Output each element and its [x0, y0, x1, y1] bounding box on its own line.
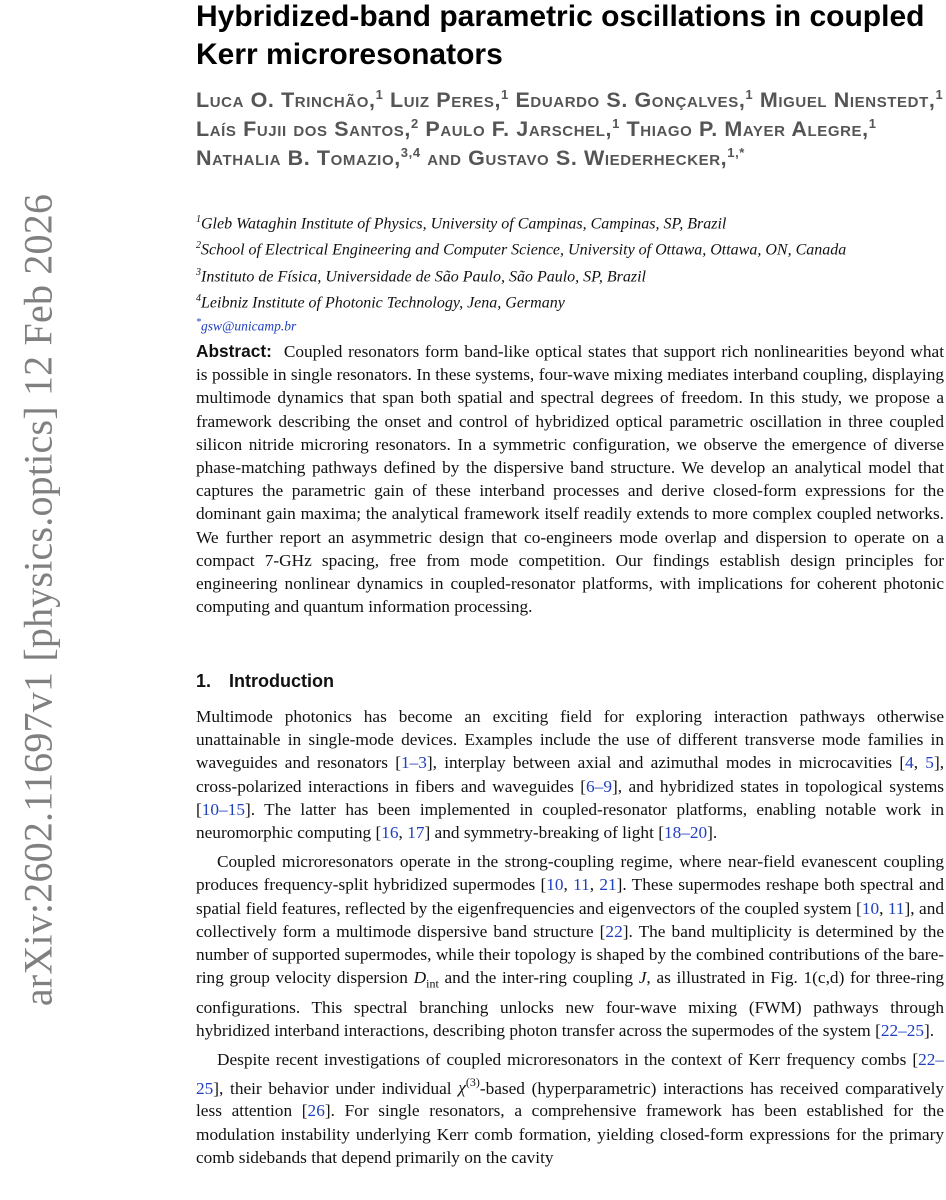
math-chi3: $\chi^{(3)}$: [458, 1075, 480, 1098]
citation-link[interactable]: 11: [887, 898, 905, 918]
arxiv-sidebar: [0, 0, 72, 1200]
corresponding-email[interactable]: *gsw@unicamp.br: [196, 317, 297, 334]
citation-link[interactable]: 10: [861, 898, 880, 918]
citation-link[interactable]: 21: [599, 875, 617, 895]
citation-link[interactable]: 17: [407, 823, 425, 843]
paragraph-3: Despite recent investigations of coupled microresonators in the context of Kerr frequency combs [22–25], their behavior under individual $\chi^{(3)}$-based (hyperparametric) interactions has received comparatively less attention [26]. For single resonators, a comprehensive framework has been established for the modulation instability underlying Kerr comb formation, yielding closed-form expressions for the primary comb sidebands that depend primarily on the cavity: [196, 1050, 945, 1167]
paragraph-1: Multimode photonics has become an exciting field for exploring interaction pathways otherwise unattainable in single-mode devices. Examples include the use of different transverse mode families in waveguides and resonators [1–3], interplay between axial and azimuthal modes in microcavities [4, 5], cross-polarized interactions in fibers and waveguides [6–9], and hybridized states in topological systems [10–15]. The latter has been implemented in coupled-resonator platforms, enabling notable work in neuromorphic computing [16, 17] and symmetry-breaking of light [18–20].: [196, 707, 945, 843]
section-heading: 1. Introduction: [196, 671, 334, 691]
citation-link[interactable]: 1–3: [401, 753, 427, 773]
math-d-int: $D_{int}$: [413, 968, 439, 991]
author: Eduardo S. Gonçalves,$^1$: [515, 86, 754, 112]
citation-link[interactable]: 22–25: [880, 1021, 925, 1041]
author: Paulo F. Jarschel,$^1$: [425, 115, 620, 141]
citation-link[interactable]: 4: [905, 753, 914, 773]
affiliation-2: $^2$School of Electrical Engineering and Computer Science, University of Ottawa, Ottawa, ON, Canada: [196, 240, 847, 259]
abstract-text: Coupled resonators form band-like optical states that support rich nonlinearities beyond what is possible in single resonators. In these systems, four-wave mixing mediates interband coupling, displaying multimode dynamics that span both spatial and spectral degrees of freedom. In this study, we propose a framework describing the onset and control of hybridized optical parametric oscillation in three coupled silicon nitride microring resonators. In a symmetric configuration, we observe the emergence of diverse phase-matching pathways defined by the dispersive band structure. We develop an analytical model that captures the parametric gain of these interband processes and derive closed-form expressions for the dominant gain maxima; the analytical framework itself readily extends to more complex coupled networks. We further report an asymmetric design that co-engineers mode overlap and dispersion to operate on a compact 7-GHz spacing, free from mode competition. Our findings establish design principles for engineering nonlinear dynamics in coupled-resonator platforms, with implications for coherent photonic computing and quantum information processing.: [196, 342, 944, 617]
citation-link[interactable]: 6–9: [586, 776, 612, 796]
citation-link[interactable]: 10–15: [201, 799, 245, 819]
citation-link[interactable]: 26: [307, 1101, 325, 1121]
author-list: [196, 86, 944, 173]
citation-link[interactable]: 18–20: [663, 823, 708, 843]
introduction-body: [196, 705, 944, 1175]
arxiv-identifier[interactable]: arXiv:2602.11697v1 [physics.optics] 12 Feb 2026: [15, 193, 61, 1007]
author: Laís Fujii dos Santos,$^2$: [196, 115, 419, 141]
paper-title: Hybridized-band parametric oscillations in coupled Kerr microresonators: [196, 0, 925, 71]
citation-link[interactable]: 16: [381, 823, 399, 843]
affiliation-3: $^3$Instituto de Física, Universidade de São Paulo, São Paulo, SP, Brazil: [196, 266, 646, 285]
author: and Gustavo S. Wiederhecker,$^{1,*}$: [427, 144, 745, 170]
citation-link[interactable]: 11: [573, 875, 590, 895]
author: Luiz Peres,$^1$: [390, 86, 509, 112]
citation-link[interactable]: 22–25: [196, 1050, 944, 1098]
math-j: J: [638, 968, 647, 988]
affiliation-4: $^4$Leibniz Institute of Photonic Technology, Jena, Germany: [196, 292, 565, 312]
author: Miguel Nienstedt,$^1$: [759, 86, 944, 112]
citation-link[interactable]: 10: [546, 875, 564, 895]
affiliation-1: $^1$Gleb Wataghin Institute of Physics, University of Campinas, Campinas, SP, Brazil: [196, 214, 727, 233]
paragraph-2: Coupled microresonators operate in the strong-coupling regime, where near-field evanescent coupling produces frequency-split hybridized supermodes [10, 11, 21]. These supermodes reshape both spectral and spatial field features, reflected by the eigenfrequencies and eigenvectors of the coupled system [10, 11], and collectively form a multimode dispersive band structure [22]. The band multiplicity is determined by the number of supported supermodes, while their topology is shaped by the combined contributions of the bare-ring group velocity dispersion $D_{int}$ and the inter-ring coupling J, as illustrated in Fig. 1(c,d) for three-ring configurations. This spectral branching unlocks new four-wave mixing (FWM) pathways through hybridized interband interactions, describing photon transfer across the supermodes of the system [22–25].: [196, 852, 945, 1041]
citation-link[interactable]: 5: [925, 753, 934, 773]
author: Thiago P. Mayer Alegre,$^1$: [626, 115, 877, 141]
affiliations: [196, 209, 944, 336]
abstract-label: Abstract:: [196, 341, 272, 361]
author: Luca O. Trinchão,$^1$: [196, 86, 384, 112]
citation-link[interactable]: 22: [605, 921, 623, 941]
author: Nathalia B. Tomazio,$^{3,4}$: [196, 144, 421, 170]
abstract: [196, 340, 944, 618]
